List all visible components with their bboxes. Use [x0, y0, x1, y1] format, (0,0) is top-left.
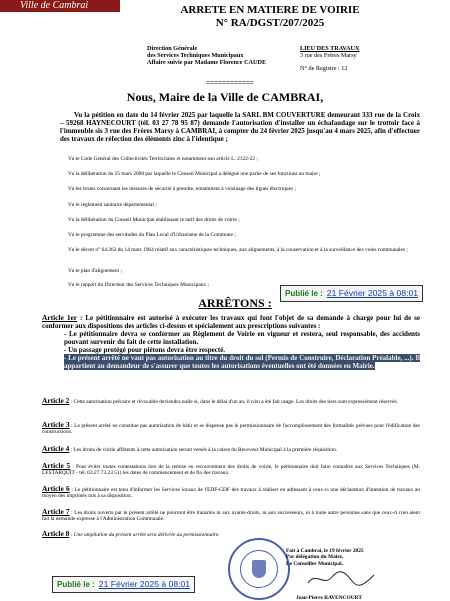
- publication-date[interactable]: 21 Février 2025 à 08:01: [326, 288, 419, 298]
- publication-label: Publié le :: [285, 289, 323, 298]
- article-1-bullet-3: - Le présent arrêté ne vaut pas autorisation au titre du droit du sol (Permis de Construire, Déclaration Préalable, ...). Il appartient au demandeur de s'assurer que toutes les autorisations éventuelles ont été données en Mairie.: [64, 354, 420, 370]
- article-1-bullet-1: - Le pétitionnaire devra se conformer au Règlement de Voirie en vigueur et restera, seul responsable, des accidents pouvant survenir du fait de cette installation.: [64, 330, 420, 346]
- article: [42, 509, 420, 523]
- signature-line-1: Fait à Cambrai, le 19 février 2025: [286, 548, 364, 554]
- article-label: Article 5: [42, 461, 71, 470]
- publication-stamp-top: [280, 285, 423, 302]
- article: [42, 422, 420, 436]
- consideration-item: Vu le programme des servitudes du Plan Local d'Urbanisme de la Commune ;: [68, 232, 236, 238]
- article-label: Article 6: [42, 484, 70, 493]
- location-address: 3 rue des Frères Marsy: [300, 52, 357, 60]
- consideration-item: Vu la délibération du Conseil Municipal établissant le tarif des droits de voirie ;: [68, 217, 240, 223]
- article: [42, 463, 420, 477]
- considerations-list: [68, 156, 428, 296]
- article-text: : Cette autorisation précaire et révocable deviendra nulle si, dans le délai d'un an, il n'en a été fait usage. Les droits des tiers sont expressément réservés.: [69, 399, 399, 405]
- article: [42, 531, 272, 538]
- location-label: LIEU DES TRAVAUX: [300, 45, 360, 52]
- consideration-item: Vu le rapport du Directeur des Services Techniques Municipaux ;: [68, 282, 209, 288]
- publication-date[interactable]: 21 Février 2025 à 08:01: [98, 579, 191, 589]
- article-text: : Une ampliation du présent arrêté sera délivrée au permissionnaire.: [69, 532, 220, 538]
- intro-paragraph: Vu la pétition en date du 14 février 2025 par laquelle la SARL BM COUVERTURE demeurant 333 rue de la Croix – 59268 HAYNECOURT (tél. 03 27 78 95 87) demande l'autorisation d'installer un échafaudage sur le trottoir face à l'immeuble sis 3 rue des Frères Marsy à CAMBRAI, à compter du 24 février 2025 jusqu'au 4 mars 2025, afin d'effectuer des travaux de réfection des éléments zinc à l'identique ;: [60, 111, 420, 143]
- official-seal: [228, 538, 290, 600]
- article-text: : Les droits ouverts par le présent arrêté ne pourront être transmis ni aux ayants-droits, ni aux successeurs, ni à toute autre personne sans que ceux-ci n'en aient fait la demande expresse à l'Administration Communale.: [42, 510, 420, 523]
- article-text: : Les droits de voirie afférents à cette autorisation seront versés à la caisse du Receveur Municipal à la première réquisition.: [69, 447, 338, 453]
- signature-line-3: Le Conseiller Municipal,: [286, 560, 343, 567]
- article-label: Article 2: [42, 396, 70, 405]
- publication-label: Publié le :: [57, 580, 95, 589]
- consideration-item: Vu le décret n° 64.262 du 14 mars 1964 relatif aux caractéristiques techniques, aux alignements, à la conservation et à la surveillance des voies communales ;: [68, 247, 408, 253]
- article-label: Article 7: [42, 507, 70, 516]
- consideration-item: Vu le règlement sanitaire départemental ;: [68, 202, 157, 208]
- signature-line-4: Jean-Pierre RAVENCOURT: [296, 595, 362, 601]
- article-text: : Pour éviter toutes contestations lors de la remise en recouvrement des droits de voirie, le pétitionnaire doit faire connaître aux Services Techniques (M. LESTARQUIT - tél. 03.27.73.23.51) les dates de commencement et de fin des travaux.: [42, 464, 421, 477]
- consideration-item: Vu le plan d'alignement ;: [68, 268, 122, 274]
- article-1: [42, 314, 420, 370]
- article-label: Article 3: [42, 420, 70, 429]
- signature-block: [286, 548, 426, 601]
- article-text: : Le présent arrêté ne constitue pas autorisation de bâtir et se dispense pas le permissionnaire de l'accomplissement des formalités prévues pour l'édification des constructions.: [42, 423, 420, 436]
- article-1-bullet-2: - Un passage protégé pour piétons devra être respecté.: [64, 346, 226, 354]
- article: [42, 446, 420, 453]
- separator: ============: [206, 79, 254, 87]
- article-label: Article 8: [42, 529, 70, 538]
- article: [42, 486, 420, 500]
- title-line-2: N° RA/DGST/207/2025: [215, 17, 325, 29]
- service-line-3: Affaire suivie par Madame Florence CAUDE: [147, 59, 267, 67]
- city-logo: [0, 0, 120, 12]
- register-number: N° de Registre : 12: [300, 65, 348, 73]
- article-text: : Le pétitionnaire est tenu d'informer les Services locaux de l'EDF-GDF des travaux à réaliser en adressant à ceux-ci une déclaration d'intention de travaux au moyen des imprimés mis à sa disposition.: [42, 487, 420, 500]
- service-line-1: Direction Générale: [147, 45, 198, 52]
- publication-stamp-bottom: [52, 576, 195, 593]
- consideration-item: Vu les textes concernant les mesures de sécurité à prendre, notamment à voisinage des lignes électriques ;: [68, 186, 296, 192]
- service-line-2: des Services Techniques Municipaux: [147, 52, 244, 60]
- signature-line-2: Par délégation du Maire,: [286, 554, 344, 561]
- handwritten-signature: [306, 569, 376, 589]
- article: [42, 398, 420, 405]
- consideration-item: Vu le Code Général des Collectivités Territoriales et notamment son article L. 2122-22 ;: [68, 156, 258, 162]
- title-line-1: ARRETE EN MATIERE DE VOIRIE: [180, 4, 360, 16]
- article-label: Article 4: [42, 444, 70, 453]
- article-text: : Le pétitionnaire est autorisé à exécuter les travaux qui font l'objet de sa demande à charge pour lui de se conformer aux dispositions des articles ci-dessus et spécialement aux prescriptions suivantes :: [42, 314, 420, 330]
- logo-text: Ville de Cambrai: [20, 0, 89, 11]
- article-label: Article 1er: [42, 313, 78, 322]
- service-block: [147, 45, 287, 67]
- mayor-heading: Nous, Maire de la Ville de CAMBRAI,: [126, 90, 324, 104]
- document-title: [150, 4, 390, 30]
- location-block: [300, 45, 440, 73]
- arretons-heading: ARRÊTONS :: [198, 296, 272, 310]
- consideration-item: Vu la délibération du 25 mars 2008 par laquelle le Conseil Municipal a délégué une partie de ses fonctions au maire ;: [68, 171, 321, 177]
